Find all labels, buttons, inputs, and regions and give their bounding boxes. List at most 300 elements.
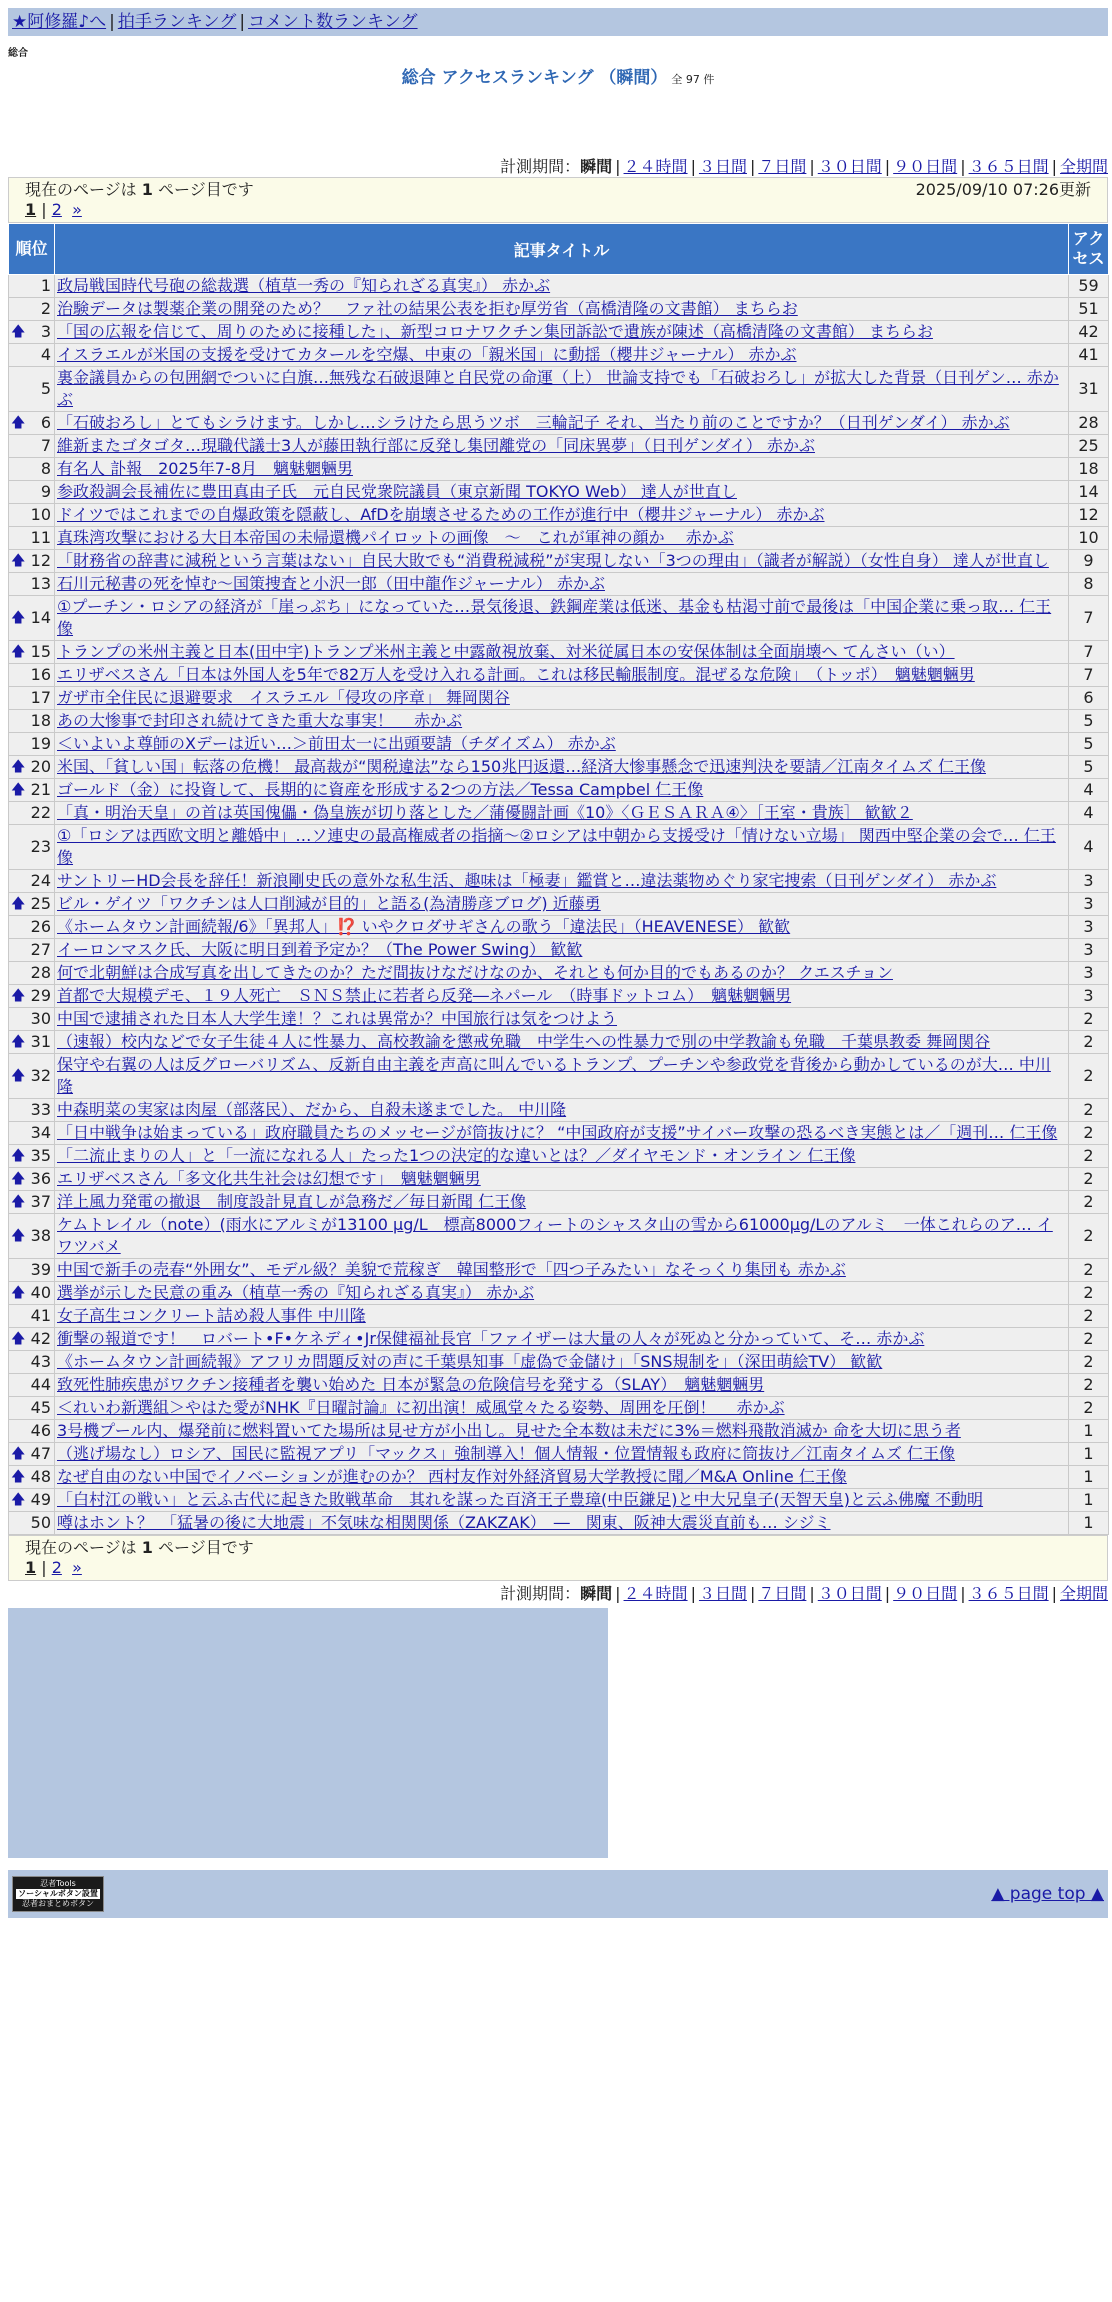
table-row — [9, 1397, 1109, 1420]
rank-number: 5 — [40, 379, 51, 398]
rank-number: 11 — [30, 528, 51, 547]
up-arrow-icon: 🡅 — [11, 988, 26, 1004]
header-rank: 順位 — [9, 224, 55, 275]
rank-number: 46 — [30, 1421, 51, 1440]
rank-cell — [9, 435, 55, 458]
table-row — [9, 527, 1109, 550]
article-link[interactable]: 中森明菜の実家は肉屋（部落民）、だから、自殺未遂までした。 中川隆 — [57, 1100, 567, 1119]
access-count: 3 — [1069, 985, 1109, 1008]
table-row — [9, 962, 1109, 985]
access-count: 51 — [1069, 298, 1109, 321]
access-count: 25 — [1069, 435, 1109, 458]
rank-cell — [9, 412, 55, 435]
article-link[interactable]: 「二流止まりの人」と「一流になれる人」たった1つの決定的な違いとは？／ダイヤモンド・オンライン 仁王像 — [57, 1146, 856, 1165]
page-info-top — [8, 177, 1108, 223]
table-row — [9, 344, 1109, 367]
rank-number: 29 — [30, 986, 51, 1005]
access-count: 3 — [1069, 893, 1109, 916]
title-cell — [55, 641, 1069, 664]
table-row — [9, 641, 1109, 664]
nav-link-asyura[interactable]: ★阿修羅♪へ — [12, 12, 107, 32]
rank-cell — [9, 825, 55, 870]
title-cell — [55, 298, 1069, 321]
rank-cell — [9, 1099, 55, 1122]
period-link[interactable]: 全期間 — [1059, 157, 1108, 176]
rank-number: 6 — [40, 413, 51, 432]
access-count: 7 — [1069, 664, 1109, 687]
access-count: 12 — [1069, 504, 1109, 527]
pager-link-2[interactable]: 2 — [51, 200, 62, 219]
rank-cell — [9, 1191, 55, 1214]
rank-number: 32 — [30, 1066, 51, 1085]
article-link[interactable]: 政局戦国時代号砲の総裁選（植草一秀の『知られざる真実』） 赤かぶ — [57, 276, 551, 295]
rank-number: 15 — [30, 642, 51, 661]
article-link[interactable]: 保守や右翼の人は反グローバリズム、反新自由主義を声高に叫んでいるトランプ、プーチンや参政党を背後から動かしているのが大… 中川隆 — [57, 1055, 1051, 1096]
period-link[interactable]: ３６５日間 — [968, 157, 1049, 176]
access-count: 2 — [1069, 1214, 1109, 1259]
access-count: 2 — [1069, 1031, 1109, 1054]
article-link[interactable]: 衝撃の報道です！ ロバート•F•ケネディ•Jr保健福祉長官「ファイザーは大量の人々が死ぬと分かっていて、そ… 赤かぶ — [57, 1329, 925, 1348]
up-arrow-icon: 🡅 — [11, 610, 26, 626]
rank-number: 9 — [40, 482, 51, 501]
article-link[interactable]: 石川元秘書の死を悼む〜国策捜査と小沢一郎（田中龍作ジャーナル） 赤かぶ — [57, 574, 605, 593]
rank-cell — [9, 733, 55, 756]
access-count: 2 — [1069, 1099, 1109, 1122]
title-cell — [55, 1351, 1069, 1374]
article-link[interactable]: 真珠湾攻撃における大日本帝国の未帰還機パイロットの画像 ～ これが軍神の顔か 赤かぶ — [57, 528, 734, 547]
rank-cell — [9, 641, 55, 664]
table-row — [9, 1031, 1109, 1054]
article-link[interactable]: （速報）校内などで女子生徒４人に性暴力、高校教諭を懲戒免職 中学生への性暴力で別の中学教諭も免職 千葉県教委 舞岡関谷 — [57, 1032, 991, 1051]
article-link[interactable]: 「国の広報を信じて、周りのために接種した」、新型コロナワクチン集団訴訟で遺族が陳述（高橋清隆の文書館） まちらお — [57, 322, 933, 341]
article-link[interactable]: 噂はホント？ 「猛暑の後に大地震」不気味な相関関係（ZAKZAK） ― 関東、阪神大震災直前も… シジミ — [57, 1513, 831, 1532]
total-count: 全 97 件 — [671, 73, 715, 86]
access-count: 7 — [1069, 641, 1109, 664]
access-count: 1 — [1069, 1466, 1109, 1489]
table-row — [9, 412, 1109, 435]
rank-number: 25 — [30, 894, 51, 913]
footer — [8, 1870, 1108, 1918]
up-arrow-icon: 🡅 — [11, 1194, 26, 1210]
rank-cell — [9, 1397, 55, 1420]
rank-number: 41 — [30, 1306, 51, 1325]
title-cell — [55, 1420, 1069, 1443]
pager-current: 1 — [25, 1558, 37, 1577]
access-count: 4 — [1069, 825, 1109, 870]
period-current: 瞬間 — [580, 1584, 613, 1603]
period-link[interactable]: ３日間 — [698, 1584, 747, 1603]
period-separator: | — [1051, 157, 1057, 176]
rank-number: 21 — [30, 780, 51, 799]
rank-number: 8 — [40, 459, 51, 478]
up-arrow-icon: 🡅 — [11, 644, 26, 660]
table-row — [9, 825, 1109, 870]
article-link[interactable]: 「白村江の戦い」と云ふ古代に起きた敗戦革命 其れを謀った百済王子豊璋(中臣鎌足)と中大兄皇子(天智天皇)と云ふ佛魔 不動明 — [57, 1490, 984, 1509]
rank-number: 3 — [40, 322, 51, 341]
access-count: 7 — [1069, 596, 1109, 641]
pager-top: 1 | 2 » — [25, 200, 82, 219]
table-row — [9, 1259, 1109, 1282]
ninja-omatome-label: 忍者おまとめボタン — [22, 1899, 94, 1908]
nav-link-applause-ranking[interactable]: 拍手ランキング — [117, 12, 237, 32]
access-count: 31 — [1069, 367, 1109, 412]
article-link[interactable]: ケムトレイル（note）(雨水にアルミが13100 μg/L 標高8000フィートのシャスタ山の雪から61000μg/Lのアルミ 一体これらのア… イワツバメ — [57, 1215, 1053, 1256]
article-link[interactable]: （逃げ場なし）ロシア、国民に監視アプリ「マックス」強制導入！個人情報・位置情報も政府に筒抜け／江南タイムズ 仁王像 — [57, 1444, 956, 1463]
table-row — [9, 802, 1109, 825]
access-count: 2 — [1069, 1259, 1109, 1282]
rank-number: 37 — [30, 1192, 51, 1211]
table-row — [9, 1191, 1109, 1214]
table-row — [9, 985, 1109, 1008]
up-arrow-icon: 🡅 — [11, 1228, 26, 1244]
table-row — [9, 367, 1109, 412]
article-link[interactable]: ＜いよいよ尊師のXデーは近い…＞前田太一に出頭要請（チダイズム） 赤かぶ — [57, 734, 616, 753]
table-row — [9, 550, 1109, 573]
rank-number: 27 — [30, 940, 51, 959]
up-arrow-icon: 🡅 — [11, 1446, 26, 1462]
period-link[interactable]: ２４時間 — [623, 157, 688, 176]
access-count: 2 — [1069, 1282, 1109, 1305]
header-title: 記事タイトル — [55, 224, 1069, 275]
access-count: 3 — [1069, 962, 1109, 985]
article-link[interactable]: 「石破おろし」とてもシラけます。しかし…シラけたら思うツボ 三輪記子 それ、当たり前のことですか？（日刊ゲンダイ） 赤かぶ — [57, 413, 1010, 432]
rank-number: 17 — [30, 688, 51, 707]
rank-number: 48 — [30, 1467, 51, 1486]
table-row — [9, 916, 1109, 939]
rank-number: 7 — [40, 436, 51, 455]
article-link[interactable]: 何で北朝鮮は合成写真を出してきたのか？ただ間抜けなだけなのか、それとも何か目的でもあるのか？ クエスチョン — [57, 963, 893, 982]
period-link[interactable]: ２４時間 — [623, 1584, 688, 1603]
article-link[interactable]: 裏金議員からの包囲網でついに白旗…無残な石破退陣と自民党の命運（上） 世論支持でも「石破おろし」が拡大した背景（日刊ゲン… 赤かぶ — [57, 368, 1059, 409]
header-access: アクセス — [1069, 224, 1109, 275]
article-link[interactable]: あの大惨事で封印され続けてきた重大な事実！ 赤かぶ — [57, 711, 463, 730]
rank-cell — [9, 939, 55, 962]
rank-number: 43 — [30, 1352, 51, 1371]
up-arrow-icon: 🡅 — [11, 782, 26, 798]
table-row — [9, 1214, 1109, 1259]
access-count: 2 — [1069, 1122, 1109, 1145]
rank-number: 31 — [30, 1032, 51, 1051]
article-link[interactable]: 首都で大規模デモ、１９人死亡 ＳＮＳ禁止に若者ら反発―ネパール （時事ドットコム） 魑魅魍魎男 — [57, 986, 792, 1005]
table-row — [9, 1443, 1109, 1466]
article-link[interactable]: イスラエルが米国の支援を受けてカタールを空爆、中東の「親米国」に動揺（櫻井ジャーナル） 赤かぶ — [57, 345, 797, 364]
article-link[interactable]: ドイツではこれまでの自爆政策を隠蔽し、AfDを崩壊させるための工作が進行中（櫻井ジャーナル） 赤かぶ — [57, 505, 825, 524]
rank-cell — [9, 1168, 55, 1191]
table-row — [9, 1145, 1109, 1168]
table-row — [9, 458, 1109, 481]
period-selector-bottom — [8, 1581, 1108, 1604]
period-link[interactable]: ９０日間 — [893, 1584, 958, 1603]
rank-cell — [9, 1305, 55, 1328]
up-arrow-icon: 🡅 — [11, 1068, 26, 1084]
period-separator: | — [1051, 1584, 1057, 1603]
article-link[interactable]: サントリーHD会長を辞任！新浪剛史氏の意外な私生活、趣味は「極妻」鑑賞と…違法薬物めぐり家宅捜索（日刊ゲンダイ） 赤かぶ — [57, 871, 997, 890]
rank-cell — [9, 1145, 55, 1168]
rank-number: 14 — [30, 608, 51, 627]
table-row — [9, 481, 1109, 504]
up-arrow-icon: 🡅 — [11, 415, 26, 431]
article-link[interactable]: 参政殺調会長補佐に豊田真由子氏 元自民党衆院議員（東京新聞 TOKYO Web） 達人が世直し — [57, 482, 737, 501]
table-row — [9, 870, 1109, 893]
current-page-text: 現在のページは 1 ページ目です — [25, 180, 254, 199]
table-row — [9, 1512, 1109, 1535]
article-link[interactable]: なぜ自由のない中国でイノベーションが進むのか？ 西村友作対外経済貿易大学教授に聞／M&A Online 仁王像 — [57, 1467, 847, 1486]
rank-number: 24 — [30, 871, 51, 890]
article-link[interactable]: トランプの米州主義と日本(田中宇)トランプ米州主義と中露敵視放棄、対米従属日本の安保体制は全面崩壊へ てんさい（い） — [57, 642, 955, 661]
table-row — [9, 1305, 1109, 1328]
ranking-table — [8, 223, 1109, 1535]
period-label: 計測期間： — [500, 1584, 581, 1603]
rank-cell — [9, 893, 55, 916]
access-count: 2 — [1069, 1054, 1109, 1099]
page-title-text: 総合 アクセスランキング （瞬間） — [401, 68, 668, 88]
rank-cell — [9, 596, 55, 641]
period-link[interactable]: ７日間 — [758, 1584, 807, 1603]
page-wrapper — [8, 8, 1108, 1918]
period-link[interactable]: ３６５日間 — [968, 1584, 1049, 1603]
access-count: 1 — [1069, 1443, 1109, 1466]
page-title — [8, 63, 1108, 88]
table-row — [9, 1420, 1109, 1443]
access-count: 3 — [1069, 939, 1109, 962]
rank-number: 22 — [30, 803, 51, 822]
rank-cell — [9, 687, 55, 710]
article-link[interactable]: 《ホームタウン計画続報/6》「異邦人」⁉️ いやクロダサギさんの歌う「違法民」（HEAVENESE） 歓歓 — [57, 917, 791, 936]
period-label: 計測期間： — [500, 157, 581, 176]
table-row — [9, 504, 1109, 527]
up-arrow-icon: 🡅 — [11, 553, 26, 569]
article-link[interactable]: 「財務省の辞書に減税という言葉はない」自民大敗でも“消費税減税”が実現しない「3つの理由」（識者が解説）（女性自身） 達人が世直し — [57, 551, 1049, 570]
title-cell — [55, 1259, 1069, 1282]
title-cell — [55, 733, 1069, 756]
rank-cell — [9, 962, 55, 985]
title-cell — [55, 550, 1069, 573]
title-cell — [55, 802, 1069, 825]
ranking-body — [9, 275, 1109, 1535]
article-link[interactable]: 中国で新手の売春“外囲女”、モデル級？美貌で荒稼ぎ 韓国整形で「四つ子みたい」なそっくり集団も 赤かぶ — [57, 1260, 846, 1279]
table-row — [9, 893, 1109, 916]
table-row — [9, 1466, 1109, 1489]
rank-number: 10 — [30, 505, 51, 524]
article-link[interactable]: エリザベスさん「日本は外国人を5年で82万人を受け入れる計画。これは移民輸脹制度。混ぜるな危険」 （トッポ） 魑魅魍魎男 — [57, 665, 975, 684]
article-link[interactable]: 「真・明治天皇」の首は英国傀儡・偽皇族が切り落とした／蒲優闘計画《10》〈ＧＥＳＡＲＡ④〉［王室・貴族］ 歓歓２ — [57, 803, 913, 822]
table-row — [9, 779, 1109, 802]
article-link[interactable]: 女子高生コンクリート詰め殺人事件 中川隆 — [57, 1306, 366, 1325]
rank-number: 30 — [30, 1009, 51, 1028]
title-cell — [55, 458, 1069, 481]
rank-number: 40 — [30, 1283, 51, 1302]
rank-number: 28 — [30, 963, 51, 982]
article-link[interactable]: エリザベスさん「多文化共生社会は幻想です」 魑魅魍魎男 — [57, 1169, 481, 1188]
title-cell — [55, 1489, 1069, 1512]
article-link[interactable]: 選挙が示した民意の重み（植草一秀の『知られざる真実』） 赤かぶ — [57, 1283, 535, 1302]
rank-number: 20 — [30, 757, 51, 776]
article-link[interactable]: 維新またゴタゴタ…現職代議士3人が藤田執行部に反発し集団離党の「同床異夢」（日刊ゲンダイ） 赤かぶ — [57, 436, 815, 455]
access-count: 59 — [1069, 275, 1109, 298]
rank-number: 42 — [30, 1329, 51, 1348]
title-cell — [55, 1168, 1069, 1191]
nav-separator: | — [239, 12, 246, 32]
rank-cell — [9, 1466, 55, 1489]
up-arrow-icon: 🡅 — [11, 1034, 26, 1050]
nav-link-comment-ranking[interactable]: コメント数ランキング — [248, 12, 418, 32]
pager-bottom: 1 | 2 » — [25, 1558, 82, 1577]
ninja-social-button[interactable] — [12, 1876, 104, 1912]
article-link[interactable]: ①「ロシアは西欧文明と離婚中」…ソ連史の最高権威者の指摘～②ロシアは中朝から支援受け「情けない立場」 関西中堅企業の会で… 仁王像 — [57, 826, 1056, 867]
title-cell — [55, 1099, 1069, 1122]
access-count: 28 — [1069, 412, 1109, 435]
title-cell — [55, 1466, 1069, 1489]
up-arrow-icon: 🡅 — [11, 324, 26, 340]
title-cell — [55, 916, 1069, 939]
title-cell — [55, 939, 1069, 962]
table-row — [9, 687, 1109, 710]
rank-cell — [9, 1512, 55, 1535]
access-count: 2 — [1069, 1008, 1109, 1031]
rank-cell — [9, 756, 55, 779]
period-separator: | — [615, 1584, 621, 1603]
period-link[interactable]: ７日間 — [758, 157, 807, 176]
article-link[interactable]: ①プーチン・ロシアの経済が「崖っぷち」になっていた…景気後退、鉄鋼産業は低迷、基金も枯渇寸前で最後は「中国企業に乗っ取… 仁王像 — [57, 597, 1052, 638]
title-cell — [55, 1374, 1069, 1397]
rank-cell — [9, 1214, 55, 1259]
title-cell — [55, 962, 1069, 985]
period-separator: | — [809, 157, 815, 176]
nav-separator: | — [109, 12, 115, 32]
rank-cell — [9, 1031, 55, 1054]
table-row — [9, 939, 1109, 962]
rank-cell — [9, 275, 55, 298]
article-link[interactable]: 中国で逮捕された日本人大学生達！？これは異常か？中国旅行は気をつけよう — [57, 1009, 618, 1028]
access-count: 3 — [1069, 916, 1109, 939]
rank-number: 36 — [30, 1169, 51, 1188]
title-cell — [55, 1282, 1069, 1305]
table-row — [9, 1054, 1109, 1099]
rank-cell — [9, 367, 55, 412]
pager-next-arrow[interactable]: » — [72, 1558, 82, 1577]
article-link[interactable]: ガザ市全住民に退避要求 イスラエル「侵攻の序章」 舞岡関谷 — [57, 688, 510, 707]
period-link[interactable]: ３０日間 — [817, 157, 882, 176]
access-count: 2 — [1069, 1374, 1109, 1397]
up-arrow-icon: 🡅 — [11, 1148, 26, 1164]
article-link[interactable]: 致死性肺疾患がワクチン接種者を襲い始めた 日本が緊急の危険信号を発する（SLAY） 魑魅魍魎男 — [57, 1375, 765, 1394]
access-count: 10 — [1069, 527, 1109, 550]
access-count: 41 — [1069, 344, 1109, 367]
table-row — [9, 710, 1109, 733]
article-link[interactable]: 3号機プール内、爆発前に燃料置いてた場所は見せ方が小出し。見せた全本数は未だに3%＝燃料飛散消滅か 命を大切に思う者 — [57, 1421, 961, 1440]
title-cell — [55, 710, 1069, 733]
rank-number: 49 — [30, 1490, 51, 1509]
rank-number: 35 — [30, 1146, 51, 1165]
title-cell — [55, 1305, 1069, 1328]
access-count: 2 — [1069, 1351, 1109, 1374]
ninja-social-label: ソーシャルボタン設置 — [16, 1889, 100, 1899]
title-cell — [55, 893, 1069, 916]
rank-number: 4 — [40, 345, 51, 364]
access-count: 14 — [1069, 481, 1109, 504]
rank-cell — [9, 802, 55, 825]
rank-cell — [9, 1259, 55, 1282]
title-cell — [55, 664, 1069, 687]
period-selector-top — [8, 154, 1108, 177]
article-link[interactable]: ＜れいわ新選組＞やはた愛がNHK『日曜討論』に初出演！威風堂々たる姿勢、周囲を圧倒！ 赤かぶ — [57, 1398, 785, 1417]
up-arrow-icon: 🡅 — [11, 1331, 26, 1347]
article-link[interactable]: 洋上風力発電の撤退 制度設計見直しが急務だ／毎日新聞 仁王像 — [57, 1192, 527, 1211]
rank-cell — [9, 504, 55, 527]
table-row — [9, 321, 1109, 344]
article-link[interactable]: 米国、「貧しい国」転落の危機！ 最高裁が“関税違法”なら150兆円返還…経済大惨事懸念で迅速判決を要請／江南タイムズ 仁王像 — [57, 757, 986, 776]
access-count: 1 — [1069, 1512, 1109, 1535]
page-top-link[interactable]: ▲ page top ▲ — [991, 1884, 1104, 1904]
rank-number: 39 — [30, 1260, 51, 1279]
pager-link-2[interactable]: 2 — [51, 1558, 62, 1577]
table-row — [9, 1374, 1109, 1397]
period-separator: | — [749, 1584, 756, 1603]
article-link[interactable]: ゴールド（金）に投資して、長期的に資産を形成する2つの方法／Tessa Campbel 仁王像 — [57, 780, 704, 799]
title-cell — [55, 275, 1069, 298]
table-row — [9, 1122, 1109, 1145]
article-link[interactable]: ビル・ゲイツ「ワクチンは人口削減が目的」と語る(為清勝彦ブログ) 近藤勇 — [57, 894, 601, 913]
rank-cell — [9, 527, 55, 550]
rank-cell — [9, 321, 55, 344]
rank-cell — [9, 573, 55, 596]
table-row — [9, 1008, 1109, 1031]
table-row — [9, 573, 1109, 596]
title-cell — [55, 687, 1069, 710]
top-navigation — [8, 8, 1108, 36]
title-cell — [55, 435, 1069, 458]
title-cell — [55, 985, 1069, 1008]
rank-cell — [9, 1282, 55, 1305]
ad-placeholder — [8, 1608, 608, 1858]
period-link[interactable]: ９０日間 — [893, 157, 958, 176]
rank-number: 38 — [30, 1226, 51, 1245]
period-link[interactable]: ３０日間 — [817, 1584, 882, 1603]
title-cell — [55, 1214, 1069, 1259]
up-arrow-icon: 🡅 — [11, 759, 26, 775]
pager-next-arrow[interactable]: » — [72, 200, 82, 219]
rank-cell — [9, 1122, 55, 1145]
period-link[interactable]: ３日間 — [698, 157, 747, 176]
rank-cell — [9, 1374, 55, 1397]
title-cell — [55, 1054, 1069, 1099]
title-cell — [55, 779, 1069, 802]
period-link[interactable]: 全期間 — [1059, 1584, 1108, 1603]
up-arrow-icon: 🡅 — [11, 896, 26, 912]
access-count: 9 — [1069, 550, 1109, 573]
article-link[interactable]: イーロンマスク氏、大阪に明日到着予定か？（The Power Swing） 歓歓 — [57, 940, 583, 959]
title-cell — [55, 321, 1069, 344]
title-cell — [55, 596, 1069, 641]
access-count: 5 — [1069, 756, 1109, 779]
rank-number: 12 — [30, 551, 51, 570]
rank-cell — [9, 710, 55, 733]
article-link[interactable]: 《ホームタウン計画続報》アフリカ問題反対の声に千葉県知事「虚偽で金儲け」「SNS規制を」（深田萌絵TV） 歓歓 — [57, 1352, 883, 1371]
rank-number: 34 — [30, 1123, 51, 1142]
access-count: 2 — [1069, 1397, 1109, 1420]
access-count: 1 — [1069, 1420, 1109, 1443]
rank-cell — [9, 481, 55, 504]
rank-number: 19 — [30, 734, 51, 753]
article-link[interactable]: 治験データは製薬企業の開発のため？ ファ社の結果公表を拒む厚労省（高橋清隆の文書館） まちらお — [57, 299, 798, 318]
article-link[interactable]: 有名人 訃報 2025年7-8月 魑魅魍魎男 — [57, 459, 353, 478]
up-arrow-icon: 🡅 — [11, 1171, 26, 1187]
table-header-row — [9, 224, 1109, 275]
rank-number: 23 — [30, 837, 51, 856]
table-row — [9, 733, 1109, 756]
article-link[interactable]: 「日中戦争は始まっている」政府職員たちのメッセージが筒抜けに？ “中国政府が支援”サイバー攻撃の恐るべき実態とは／「週刊… 仁王像 — [57, 1123, 1058, 1142]
table-row — [9, 1099, 1109, 1122]
